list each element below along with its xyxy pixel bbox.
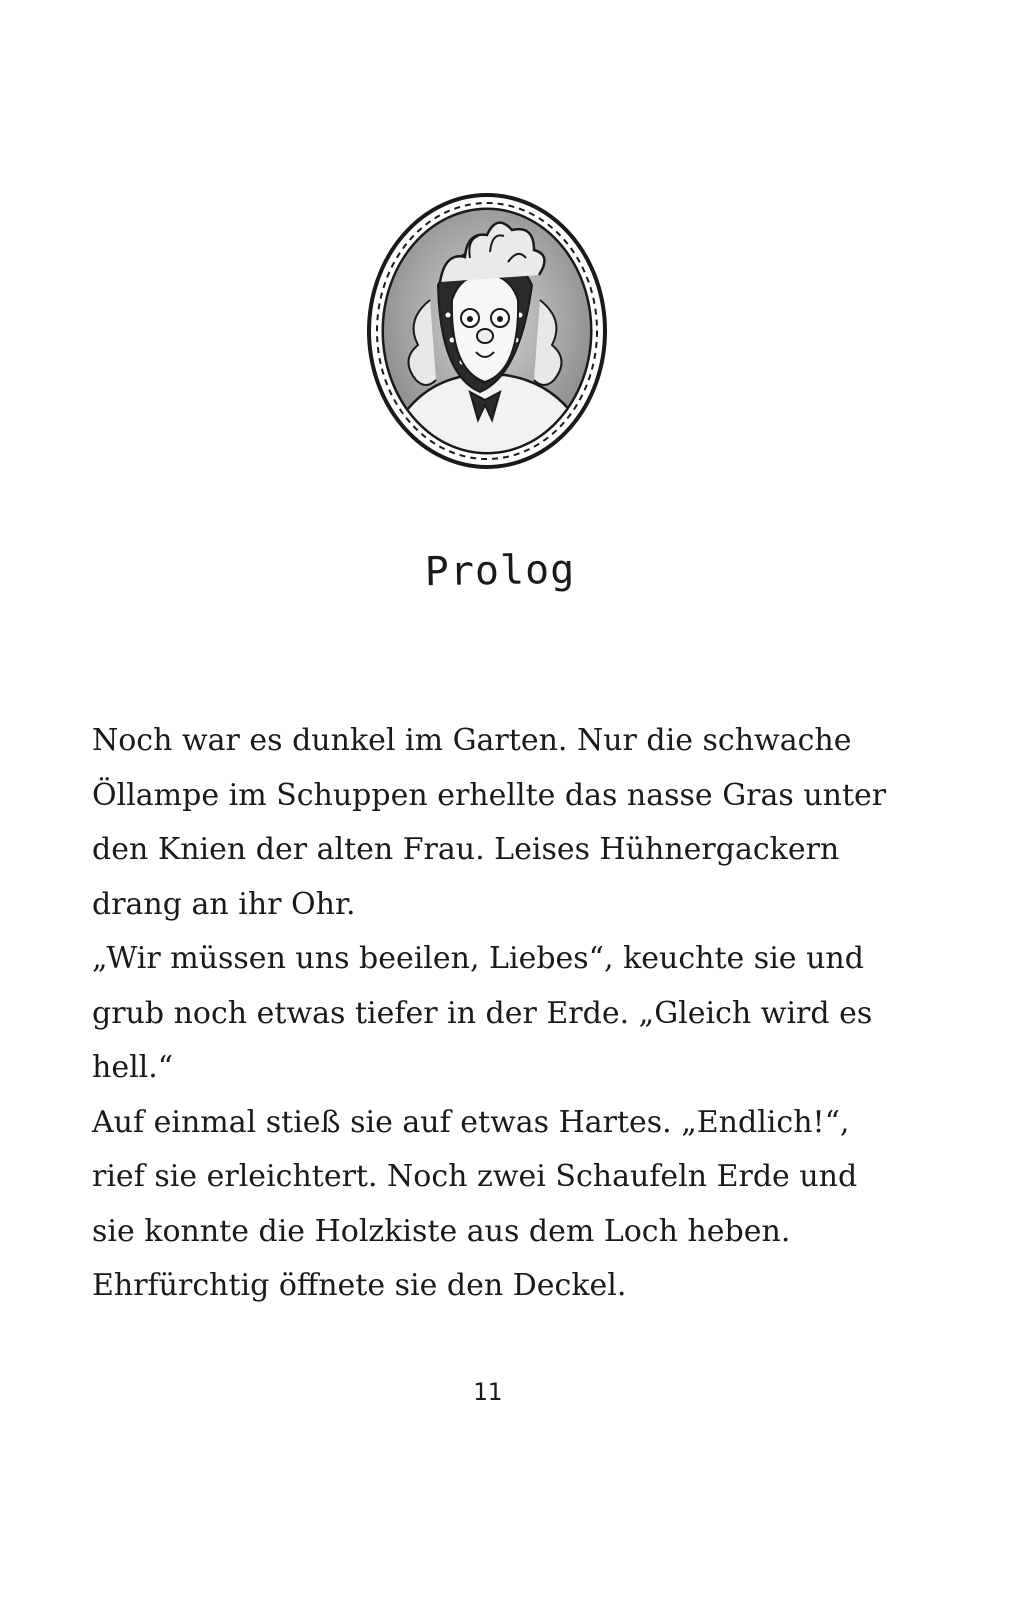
text-line: rief sie erleichtert. Noch zwei Schaufeln Erde und — [92, 1159, 858, 1194]
text-line: drang an ihr Ohr. — [92, 886, 356, 922]
text-line: den Knien der alten Frau. Leises Hühnergackern — [92, 832, 840, 867]
chapter-title: Prolog — [424, 546, 576, 596]
text-line: sie konnte die Holzkiste aus dem Loch heben. — [92, 1213, 791, 1249]
prologue-paragraph — [92, 714, 912, 1314]
text-line: Öllampe im Schuppen erhellte das nasse Gras unter — [92, 777, 887, 813]
text-line: Noch war es dunkel im Garten. Nur die schwache — [92, 723, 852, 758]
text-line: Ehrfürchtig öffnete sie den Deckel. — [92, 1268, 627, 1303]
page-number: 11 — [473, 1378, 502, 1406]
text-line: grub noch etwas tiefer in der Erde. „Gleich wird es — [92, 995, 873, 1031]
text-line: Auf einmal stieß sie auf etwas Hartes. „Endlich!“, — [92, 1104, 850, 1140]
text-line: „Wir müssen uns beeilen, Liebes“, keuchte sie und — [92, 941, 864, 976]
text-line: hell.“ — [92, 1050, 174, 1085]
